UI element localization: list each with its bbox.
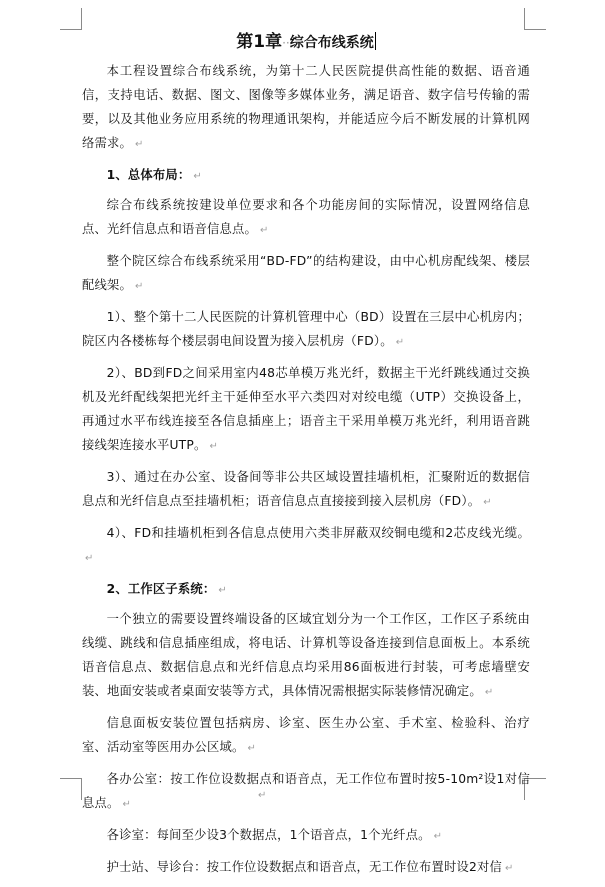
crop-mark — [60, 29, 82, 30]
paragraph-text: 1、总体布局： — [106, 168, 191, 182]
paragraph-mark-icon: ↵ — [433, 831, 443, 842]
paragraph-mark-icon: ↵ — [85, 553, 94, 564]
body-paragraph — [82, 249, 530, 299]
chapter-name: 综合布线系统 — [289, 35, 374, 51]
paragraph-mark-icon: ↵ — [135, 281, 144, 292]
paragraph-mark-icon: ↵ — [483, 497, 492, 508]
paragraph-mark-icon: ↵ — [135, 139, 144, 150]
body-paragraph — [82, 465, 530, 515]
paragraph-mark-icon: ↵ — [484, 687, 494, 698]
paragraph-text: 信息面板安装位置包括病房、诊室、医生办公室、手术室、检验科、治疗室、活动室等医用办公区域。 — [82, 716, 530, 754]
body-paragraph — [82, 823, 530, 849]
paragraph-mark-icon: ↵ — [259, 225, 269, 236]
body-paragraph — [82, 521, 530, 571]
page-end-mark: ↵ — [258, 790, 267, 801]
paragraph-text: 一个独立的需要设置终端设备的区域宜划分为一个工作区，工作区子系统由线缆、跳线和信息插座组成，将电话、计算机等设备连接到信息面板上。本系统语音信息点、数据信息点和光纤信息点均采用86面板进行封装，可考虑墙壁安装、地面安装或者桌面安装等方式，具体情况需根据实际装修情况确定。 — [82, 612, 530, 698]
body-paragraph — [82, 59, 530, 157]
section-heading — [82, 163, 530, 189]
paragraph-text: 2、工作区子系统： — [106, 582, 216, 596]
chapter-title — [82, 30, 530, 55]
paragraph-text: 1）、整个第十二人民医院的计算机管理中心（BD）设置在三层中心机房内；院区内各楼栋每个楼层弱电间设置为接入层机房（FD）。 — [82, 310, 530, 348]
body-paragraph — [82, 711, 530, 761]
paragraph-text: 4）、FD和挂墙机柜到各信息点使用六类非屏蔽双绞铜电缆和2芯皮线光缆。 — [106, 526, 530, 540]
paragraph-text: 本工程设置综合布线系统，为第十二人民医院提供高性能的数据、语音通信，支持电话、数据、图文、图像等多媒体业务，满足语音、数字信号传输的需要，以及其他业务应用系统的物理通讯架构，并能适应今后不断发展的计算机网络需求。 — [82, 64, 530, 150]
paragraph-text: 综合布线系统按建设单位要求和各个功能房间的实际情况，设置网络信息点、光纤信息点和语音信息点。 — [82, 198, 530, 236]
crop-mark — [81, 8, 82, 30]
text-cursor — [375, 32, 376, 50]
paragraph-text: 各诊室：每间至少设3个数据点，1个语音点，1个光纤点。 — [106, 828, 431, 842]
paragraph-mark-icon: ↵ — [122, 799, 132, 810]
paragraph-text: 整个院区综合布线系统采用“BD-FD”的结构建设，由中心机房配线架、楼层配线架。 — [82, 254, 530, 292]
body-paragraph — [82, 361, 530, 459]
title-separator: ·· — [282, 36, 290, 50]
paragraph-mark-icon: ↵ — [193, 171, 202, 182]
crop-mark — [60, 778, 82, 779]
body-paragraph — [82, 767, 530, 817]
paragraph-mark-icon: ↵ — [395, 337, 405, 348]
crop-mark — [524, 8, 525, 30]
paragraph-mark-icon: ↵ — [218, 585, 227, 596]
paragraph-mark-icon: ↵ — [505, 863, 514, 874]
paragraph-list — [82, 59, 530, 881]
paragraph-mark-icon: ↵ — [209, 441, 219, 452]
paragraph-text: 2）、BD到FD之间采用室内48芯单模万兆光纤，数据主干光纤跳线通过交换机及光纤配线架把光纤主干延伸至水平六类四对对绞电缆（UTP）交换设备上，再通过水平布线连接至各信息插座上；语音主干采用单模万兆光纤，利用语音跳接线架连接水平UTP。 — [82, 366, 530, 452]
document-body[interactable] — [82, 30, 530, 887]
body-paragraph — [82, 855, 530, 881]
body-paragraph — [82, 607, 530, 705]
paragraph-mark-icon: ↵ — [247, 743, 257, 754]
paragraph-text: 3）、通过在办公室、设备间等非公共区域设置挂墙机柜，汇聚附近的数据信息点和光纤信息点至挂墙机柜；语音信息点直接接到接入层机房（FD）。 — [82, 470, 530, 508]
paragraph-text: 各办公室：按工作位设数据点和语音点，无工作位布置时按5-10m²设1对信息点。 — [82, 772, 530, 810]
section-heading — [82, 577, 530, 603]
body-paragraph — [82, 305, 530, 355]
body-paragraph — [82, 193, 530, 243]
chapter-number: 第1章 — [236, 32, 283, 52]
paragraph-text: 护士站、导诊台：按工作位设数据点和语音点，无工作位布置时设2对信 — [106, 860, 503, 874]
